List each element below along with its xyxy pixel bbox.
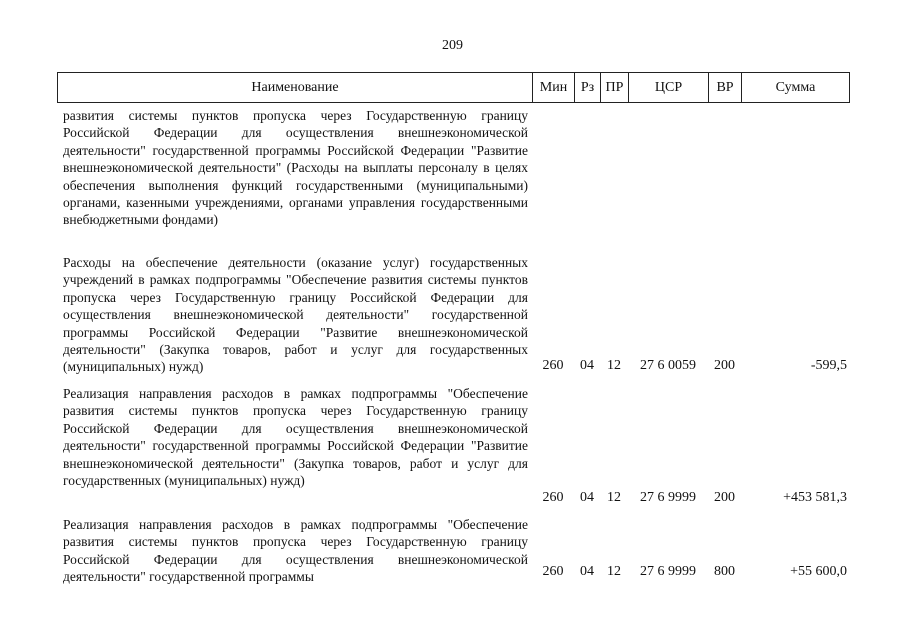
- row-min: 260: [542, 564, 564, 579]
- header-name: Наименование: [251, 79, 339, 95]
- row-pr: 12: [607, 358, 621, 373]
- row-csr: 27 6 9999: [640, 490, 696, 505]
- row-rz: 04: [580, 564, 594, 579]
- row-sum: +55 600,0: [790, 564, 847, 579]
- row-pr: 12: [607, 490, 621, 505]
- row-name: Расходы на обеспечение деятельности (оказание услуг) государственных учреждений в рамках подпрограммы "Обеспечение развития системы пунктов пропуска через Государственную границу Российской Федерации для осуществления внешнеэкономической деятельности" государственной программы Российской Федерации "Развитие внешнеэкономической деятельности" (Закупка товаров, работ и услуг для государственных (муниципальных) нужд): [63, 255, 528, 375]
- row-vr: 800: [714, 564, 735, 579]
- page-number: 209: [442, 38, 463, 53]
- header-rz: Рз: [574, 73, 600, 102]
- header-vr: ВР: [708, 73, 741, 102]
- table-header: [57, 72, 850, 103]
- row-min: 260: [542, 490, 564, 505]
- row-vr: 200: [714, 490, 735, 505]
- row-min: 260: [542, 358, 564, 373]
- row-csr: 27 6 0059: [640, 358, 696, 373]
- header-min: Мин: [532, 73, 574, 102]
- header-csr: ЦСР: [628, 73, 708, 102]
- row-rz: 04: [580, 490, 594, 505]
- row-sum: -599,5: [810, 358, 847, 373]
- row-pr: 12: [607, 564, 621, 579]
- header-sum: Сумма: [741, 73, 849, 102]
- row-vr: 200: [714, 358, 735, 373]
- row-name: Реализация направления расходов в рамках подпрограммы "Обеспечение развития системы пунктов пропуска через Государственную границу Российской Федерации для осуществления внешнеэкономической деятельности" государственной программы: [63, 517, 528, 585]
- row-csr: 27 6 9999: [640, 564, 696, 579]
- row-sum: +453 581,3: [783, 490, 847, 505]
- row-rz: 04: [580, 358, 594, 373]
- header-pr: ПР: [600, 73, 628, 102]
- row-name: Реализация направления расходов в рамках подпрограммы "Обеспечение развития системы пунктов пропуска через Государственную границу Российской Федерации для осуществления внешнеэкономической деятельности" государственной программы Российской Федерации "Развитие внешнеэкономической деятельности" (Закупка товаров, работ и услуг для государственных (муниципальных) нужд): [63, 386, 528, 489]
- row-name: развития системы пунктов пропуска через Государственную границу Российской Федерации для осуществления внешнеэкономической деятельности" государственной программы Российской Федерации "Развитие внешнеэкономической деятельности" (Расходы на выплаты персоналу в целях обеспечения выполнения функций государственными (муниципальными) органами, казенными учреждениями, органами управления государственными внебюджетными фондами): [63, 108, 528, 228]
